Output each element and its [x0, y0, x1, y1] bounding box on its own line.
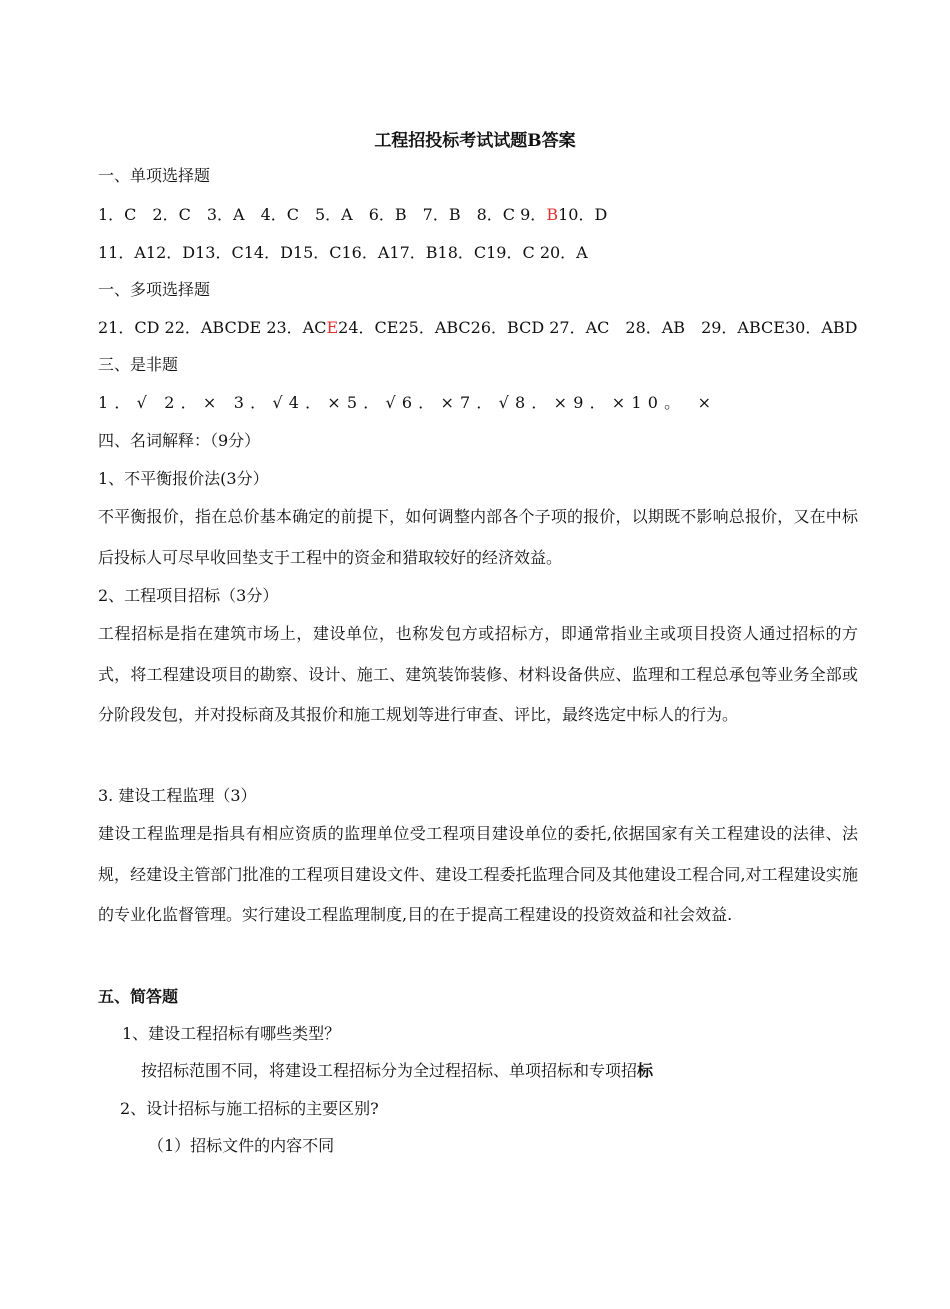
answers-text: 1．C 2．C 3．A 4．C 5．A 6．B 7．B 8．C 9． — [98, 205, 547, 224]
term-1-text: 不平衡报价，指在总价基本确定的前提下，如何调整内部各个子项的报价，以期既不影响总报价，又在中标后投标人可尽早收回垫支于工程中的资金和猎取较好的经济效益。 — [98, 507, 858, 567]
term-2-text: 工程招标是指在建筑市场上，建设单位，也称发包方或招标方，即通常指业主或项目投资人通过招标的方式，将工程建设项目的勘察、设计、施工、建筑装饰装修、材料设备供应、监理和工程总承包等业务全部或分阶段发包，并对投标商及其报价和施工规划等进行审查、评比，最终选定中标人的行为。 — [98, 624, 858, 724]
term-2-heading: 2、工程项目招标（3分） — [98, 586, 279, 605]
section-short-answer-heading: 五、简答题 — [98, 987, 179, 1006]
answer-1-bold-char: 标 — [637, 1061, 654, 1080]
section-single-choice-heading: 一、单项选择题 — [98, 166, 211, 185]
single-choice-answers-row-1 — [98, 205, 607, 225]
question-1: 1、建设工程招标有哪些类型？ — [122, 1024, 341, 1043]
question-2: 2、设计招标与施工招标的主要区别? — [120, 1099, 379, 1118]
answers-text: 24．CE25．ABC26．BCD 27．AC 28．AB 29．ABCE30．ABD — [338, 318, 858, 337]
highlighted-answer: E — [326, 318, 339, 337]
highlighted-answer: B — [546, 205, 559, 224]
section-true-false-heading: 三、是非题 — [98, 355, 179, 374]
term-3-heading: 3. 建设工程监理（3） — [98, 786, 257, 805]
section-term-explanation-heading: 四、名词解释：（9分） — [98, 431, 261, 450]
multiple-choice-answers-row — [98, 318, 857, 338]
document-title: 工程招投标考试试题B答案 — [374, 131, 576, 151]
answer-1-text: 按招标范围不同，将建设工程招标分为全过程招标、单项招标和专项招 — [141, 1061, 638, 1080]
term-1-heading: 1、不平衡报价法(3分） — [98, 469, 269, 488]
true-false-answers-row: 1．√ 2．× 3．√4．×5．√6．×7．√8．×9．×10。 × — [98, 393, 718, 412]
term-3-text: 建设工程监理是指具有相应资质的监理单位受工程项目建设单位的委托,依据国家有关工程建设的法律、法规，经建设主管部门批准的工程项目建设文件、建设工程委托监理合同及其他建设工程合同,对工程建设实施的专业化监督管理。实行建设工程监理制度,目的在于提高工程建设的投资效益和社会效益. — [98, 824, 858, 924]
answers-text: 21．CD 22．ABCDE 23．AC — [98, 318, 327, 337]
section-multiple-choice-heading: 一、多项选择题 — [98, 280, 211, 299]
answer-2-item-1: （1）招标文件的内容不同 — [148, 1136, 335, 1155]
single-choice-answers-row-2: 11．A12．D13．C14．D15．C16．A17．B18．C19．C 20．A — [98, 243, 588, 262]
answer-1 — [141, 1061, 653, 1081]
answers-text: 10．D — [558, 205, 608, 224]
